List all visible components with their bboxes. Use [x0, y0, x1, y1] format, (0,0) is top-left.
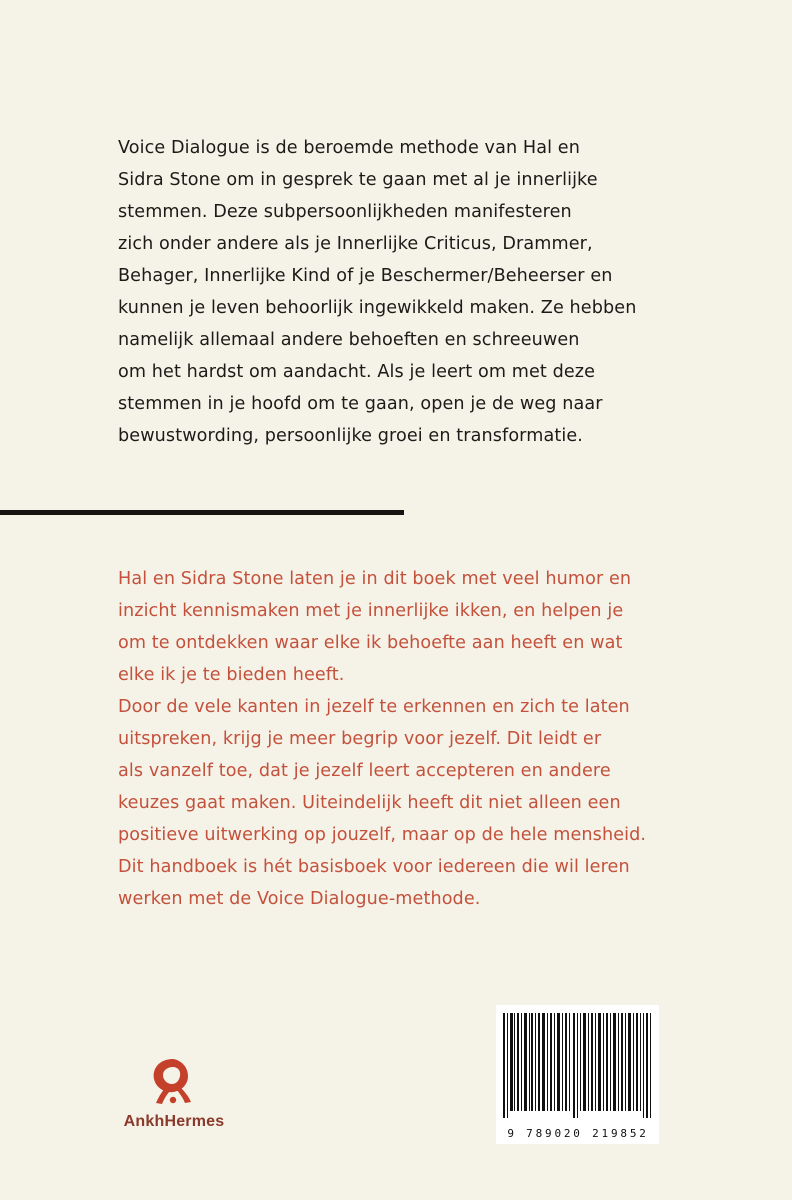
intro-line: stemmen in je hoofd om te gaan, open je de weg naar	[118, 394, 603, 414]
highlight-line: uitspreken, krijg je meer begrip voor jezelf. Dit leidt er	[118, 729, 602, 749]
highlight-line: werken met de Voice Dialogue-methode.	[118, 889, 481, 909]
publisher-name: AnkhHermes	[123, 1113, 225, 1130]
intro-line: Behager, Innerlijke Kind of je Beschermer/Beheerser en	[118, 266, 613, 286]
barcode	[496, 1005, 659, 1144]
section-divider	[0, 510, 404, 515]
intro-line: bewustwording, persoonlijke groei en transformatie.	[118, 426, 583, 446]
highlight-line: Door de vele kanten in jezelf te erkennen en zich te laten	[118, 697, 630, 717]
intro-paragraph	[118, 132, 678, 452]
intro-line: kunnen je leven behoorlijk ingewikkeld maken. Ze hebben	[118, 298, 637, 318]
ankh-hermes-logo-icon	[143, 1055, 203, 1107]
intro-line: stemmen. Deze subpersoonlijkheden manifesteren	[118, 202, 572, 222]
highlight-line: Hal en Sidra Stone laten je in dit boek met veel humor en	[118, 569, 632, 589]
highlight-line: als vanzelf toe, dat je jezelf leert accepteren en andere	[118, 761, 611, 781]
highlight-line: elke ik je te bieden heeft.	[118, 665, 345, 685]
highlight-line: inzicht kennismaken met je innerlijke ikken, en helpen je	[118, 601, 624, 621]
highlight-paragraph	[118, 563, 678, 915]
highlight-line: Dit handboek is hét basisboek voor iedereen die wil leren	[118, 857, 630, 877]
intro-line: zich onder andere als je Innerlijke Criticus, Drammer,	[118, 234, 593, 254]
highlight-line: om te ontdekken waar elke ik behoefte aan heeft en wat	[118, 633, 623, 653]
intro-line: namelijk allemaal andere behoeften en schreeuwen	[118, 330, 580, 350]
barcode-bars	[503, 1013, 651, 1118]
publisher-block	[110, 1055, 240, 1145]
intro-line: Voice Dialogue is de beroemde methode van Hal en	[118, 138, 580, 158]
intro-line: om het hardst om aandacht. Als je leert om met deze	[118, 362, 596, 382]
highlight-line: keuzes gaat maken. Uiteindelijk heeft dit niet alleen een	[118, 793, 621, 813]
highlight-line: positieve uitwerking op jouzelf, maar op de hele mensheid.	[118, 825, 647, 845]
intro-line: Sidra Stone om in gesprek te gaan met al je innerlijke	[118, 170, 598, 190]
isbn-number: 9 789020 219852	[507, 1127, 649, 1140]
